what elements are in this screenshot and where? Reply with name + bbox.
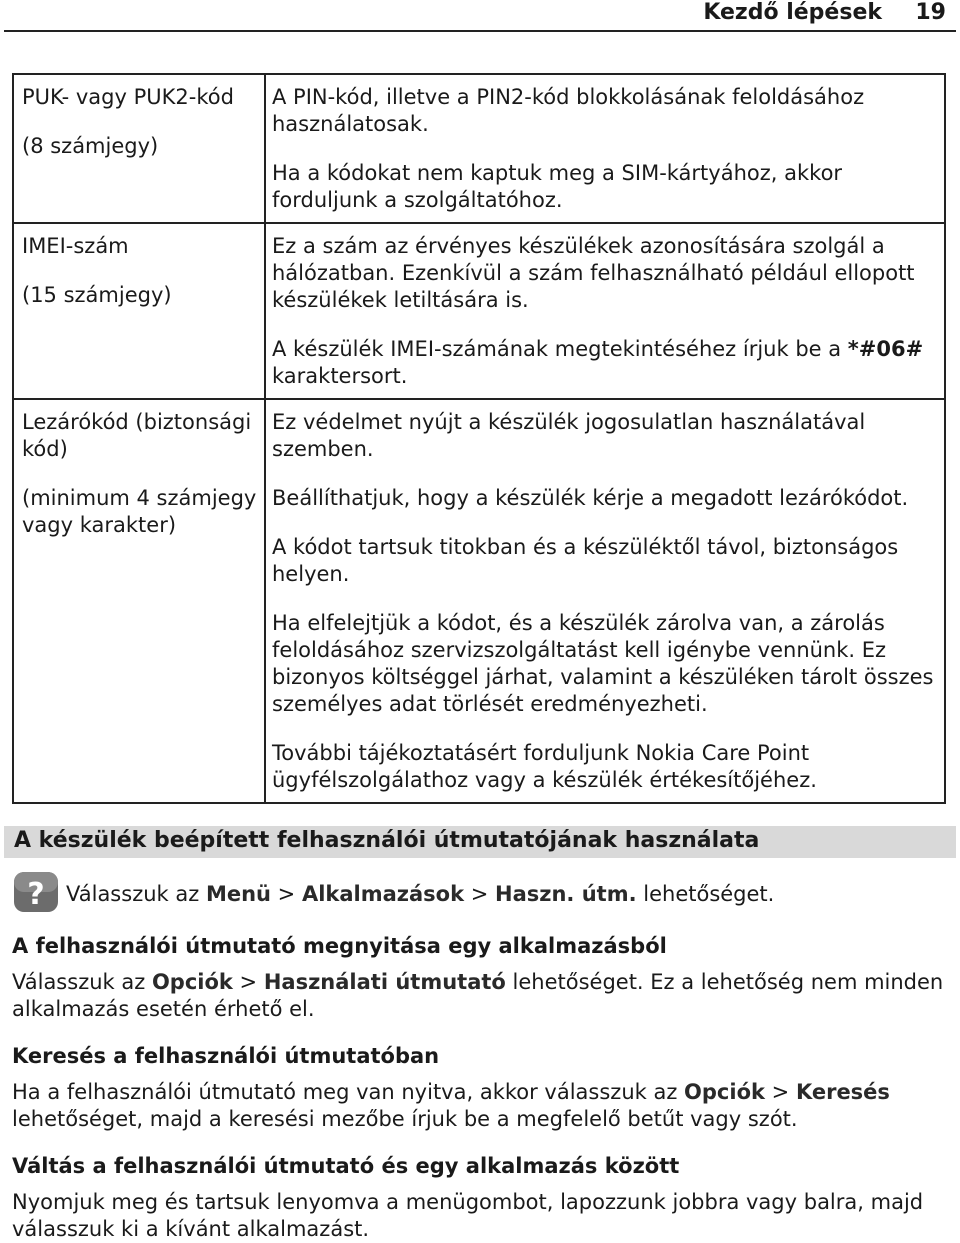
lock-min: (minimum 4 számjegy vagy karakter) <box>22 486 257 537</box>
search-prefix: Ha a felhasználói útmutató meg van nyitva, akkor válasszuk az <box>12 1080 685 1104</box>
page-number: 19 <box>915 0 946 25</box>
lock-desc-1: Ez védelmet nyújt a készülék jogosulatlan használatával szemben. <box>272 410 866 461</box>
imei-label-cell <box>13 223 265 399</box>
question-mark-icon <box>12 870 60 914</box>
lock-label: Lezárókód (biztonsági kód) <box>22 410 252 461</box>
text-open-from-app <box>12 969 948 1023</box>
lock-desc-2: Beállíthatjuk, hogy a készülék kérje a megadott lezárókódot. <box>272 486 909 510</box>
search-suffix: lehetőséget, majd a keresési mezőbe írjuk be a megfelelő betűt vagy szót. <box>12 1107 798 1131</box>
lock-desc-5: További tájékoztatásért forduljunk Nokia Care Point ügyfélszolgálathoz vagy a készülék értékesítőjéhez. <box>272 741 817 792</box>
table-row-lock-code <box>13 399 945 803</box>
access-codes-table <box>12 73 946 804</box>
open-prefix: Válasszuk az <box>12 970 152 994</box>
puk-label-cell <box>13 74 265 223</box>
heading-switch: Váltás a felhasználói útmutató és egy alkalmazás között <box>12 1154 680 1178</box>
table-row-puk <box>13 74 945 223</box>
chapter-title: Kezdő lépések <box>703 0 882 25</box>
imei-digits: (15 számjegy) <box>22 283 172 307</box>
page-header <box>0 0 960 30</box>
menu-item-search: Keresés <box>795 1080 890 1104</box>
puk-desc-2: Ha a kódokat nem kaptuk meg a SIM-kártyához, akkor forduljunk a szolgáltatóhoz. <box>272 161 843 212</box>
menu-item-options-2: Opciók <box>684 1080 765 1104</box>
open-suffix: lehetőséget. Ez a lehetőség nem minden alkalmazás esetén érhető el. <box>12 970 944 1021</box>
menu-item-usage-guide: Használati útmutató <box>263 970 506 994</box>
puk-digits: (8 számjegy) <box>22 134 159 158</box>
search-sep-1: > <box>764 1080 796 1104</box>
puk-desc-1: A PIN-kód, illetve a PIN2-kód blokkolásának feloldásához használatosak. <box>272 85 865 136</box>
imei-desc-1: Ez a szám az érvényes készülékek azonosítására szolgál a hálózatban. Ezenkívül a szám felhasználható például ellopott készülékek letiltására is. <box>272 234 915 312</box>
help-prefix: Válasszuk az <box>66 882 206 906</box>
imei-desc-2 <box>272 336 938 390</box>
svg-text:?: ? <box>27 877 45 912</box>
help-suffix: lehetőséget. <box>636 882 775 906</box>
imei-desc-2-prefix: A készülék IMEI-számának megtekintéséhez írjuk be a <box>272 337 848 361</box>
puk-label: PUK- vagy PUK2-kód <box>22 85 234 109</box>
lock-desc-4: Ha elfelejtjük a kódot, és a készülék zárolva van, a zárolás feloldásához szervizszolgáltatást kell igénybe vennünk. Ez bizonyos költséggel járhat, valamint a készüléken tárolt összes személyes adat törlését eredményezheti. <box>272 611 934 716</box>
text-switch: Nyomjuk meg és tartsuk lenyomva a menügombot, lapozzunk jobbra vagy balra, majd válasszuk ki a kívánt alkalmazást. <box>12 1190 924 1241</box>
heading-search: Keresés a felhasználói útmutatóban <box>12 1044 440 1068</box>
puk-desc-cell <box>265 74 945 223</box>
help-sep-1: > <box>270 882 302 906</box>
header-divider <box>4 30 956 32</box>
help-sep-2: > <box>464 882 496 906</box>
section-heading-bar <box>4 826 956 858</box>
text-search <box>12 1079 948 1133</box>
menu-item-options-1: Opciók <box>151 970 233 994</box>
menu-item-menu: Menü <box>205 882 271 906</box>
imei-desc-cell <box>265 223 945 399</box>
imei-code: *#06# <box>847 337 924 361</box>
heading-open-from-app: A felhasználói útmutató megnyitása egy alkalmazásból <box>12 934 667 958</box>
menu-item-user-guide: Haszn. útm. <box>495 882 637 906</box>
lock-desc-3: A kódot tartsuk titokban és a készüléktől távol, biztonságos helyen. <box>272 535 899 586</box>
menu-item-applications: Alkalmazások <box>301 882 465 906</box>
open-sep-1: > <box>232 970 264 994</box>
imei-desc-2-suffix: karaktersort. <box>272 364 408 388</box>
help-text <box>66 882 774 906</box>
help-instruction <box>12 870 942 914</box>
lock-desc-cell <box>265 399 945 803</box>
imei-label: IMEI-szám <box>22 234 129 258</box>
section-title: A készülék beépített felhasználói útmutatójának használata <box>14 828 760 853</box>
table-row-imei <box>13 223 945 399</box>
lock-label-cell <box>13 399 265 803</box>
